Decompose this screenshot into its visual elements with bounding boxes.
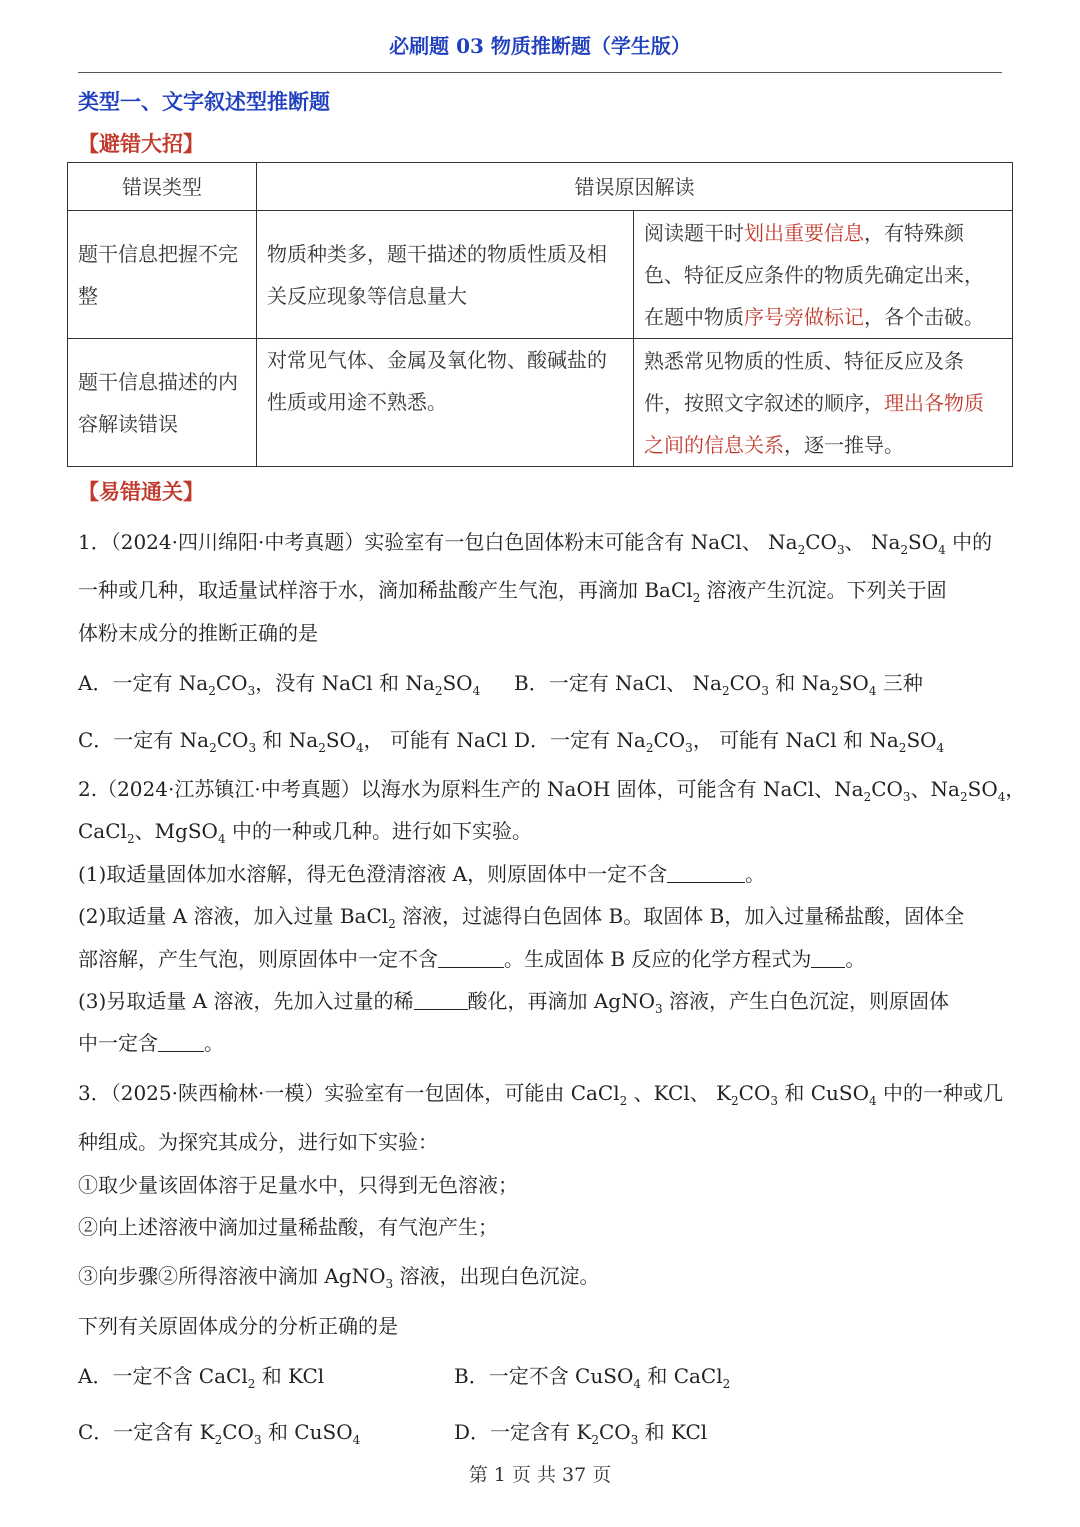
page-number: 第 1 页 共 37 页 [468, 1464, 612, 1486]
q3-step-2: ②向上述溶液中滴加过量稀盐酸，有气泡产生； [78, 1215, 498, 1239]
answer-blank[interactable] [414, 991, 468, 1010]
answer-blank[interactable] [811, 949, 845, 968]
error-reason-cell: 对常见气体、金属及氧化物、酸碱盐的性质或用途不熟悉。 [257, 339, 634, 467]
solution-cell: 熟悉常见物质的性质、特征反应及条件，按照文字叙述的顺序，理出各物质之间的信息关系，逐一推导。 [634, 339, 1013, 467]
q1-line-1: 1．（2024·四川绵阳·中考真题）实验室有一包白色固体粉末可能含有 NaCl、 $Na_2CO_3$、 $Na_2SO_4$ 中的 [78, 530, 993, 557]
answer-blank[interactable] [438, 949, 504, 968]
q2-line-3: (1)取适量固体加水溶解，得无色澄清溶液 A，则原固体中一定不含 。 [78, 862, 766, 886]
solution-cell: 阅读题干时划出重要信息，有特殊颜色、特征反应条件的物质先确定出来，在题中物质序号旁做标记，各个击破。 [634, 211, 1013, 339]
table-row [68, 211, 1013, 339]
table-row [68, 339, 1013, 467]
document-title: 必刷题 03 物质推断题（学生版） [389, 34, 691, 58]
q3-line-1: 3．（2025·陕西榆林·一模）实验室有一包固体，可能由 CaCl$_2$ 、KCl、 $K_2CO_3$ 和 CuSO$_4$ 中的一种或几 [78, 1081, 1004, 1108]
answer-blank[interactable] [158, 1033, 204, 1052]
q3-step-3: ③向步骤②所得溶液中滴加 AgNO$_3$ 溶液，出现白色沉淀。 [78, 1264, 600, 1291]
q1-option-d[interactable]: D．一定有 $Na_2CO_3$， 可能有 NaCl 和 $Na_2SO_4$ [514, 728, 945, 755]
section-title: 类型一、文字叙述型推断题 [78, 89, 330, 114]
error-table [67, 162, 1013, 467]
highlight-text: 序号旁做标记 [744, 304, 864, 329]
q1-option-c[interactable]: C．一定有 $Na_2CO_3$ 和 $Na_2SO_4$， 可能有 NaCl [78, 728, 508, 755]
q1-line-2: 一种或几种，取适量试样溶于水，滴加稀盐酸产生气泡，再滴加 BaCl$_2$ 溶液产生沉淀。下列关于固 [78, 578, 947, 605]
answer-blank[interactable] [667, 864, 745, 883]
error-type-cell: 题干信息描述的内容解读错误 [68, 339, 257, 467]
q2-line-1: 2.（2024·江苏镇江·中考真题）以海水为原料生产的 NaOH 固体，可能含有 NaCl、$Na_2CO_3$、$Na_2SO_4$， [78, 777, 1026, 804]
q1-option-a[interactable]: A．一定有 $Na_2CO_3$，没有 NaCl 和 $Na_2SO_4$ [78, 671, 481, 698]
q1-option-b[interactable]: B．一定有 NaCl、 $Na_2CO_3$ 和 $Na_2SO_4$ 三种 [514, 671, 923, 698]
col-header-reason: 错误原因解读 [257, 163, 1013, 211]
tips-heading: 【避错大招】 [78, 131, 204, 156]
practice-heading: 【易错通关】 [78, 479, 204, 504]
q2-line-7: 中一定含 。 [78, 1031, 224, 1055]
q3-line-3: 下列有关原固体成分的分析正确的是 [78, 1314, 398, 1338]
highlight-text: 划出重要信息 [744, 220, 864, 245]
error-reason-cell: 物质种类多，题干描述的物质性质及相关反应现象等信息量大 [257, 211, 634, 339]
header-divider [78, 72, 1002, 73]
col-header-type: 错误类型 [68, 163, 257, 211]
q3-option-a[interactable]: A．一定不含 CaCl$_2$ 和 KCl [78, 1364, 325, 1391]
q3-option-b[interactable]: B．一定不含 CuSO$_4$ 和 CaCl$_2$ [454, 1364, 731, 1391]
error-type-cell: 题干信息把握不完整 [68, 211, 257, 339]
q1-line-3: 体粉末成分的推断正确的是 [78, 621, 318, 645]
highlight-text: 理出各物质之间的信息关系 [644, 390, 984, 457]
q3-step-1: ①取少量该固体溶于足量水中，只得到无色溶液； [78, 1173, 518, 1197]
q3-option-d[interactable]: D．一定含有 $K_2CO_3$ 和 KCl [454, 1420, 708, 1447]
q3-option-c[interactable]: C．一定含有 $K_2CO_3$ 和 CuSO$_4$ [78, 1420, 361, 1447]
q2-line-5: 部溶解，产生气泡，则原固体中一定不含 。生成固体 B 反应的化学方程式为 。 [78, 947, 866, 971]
q2-line-6: (3)另取适量 A 溶液，先加入过量的稀 酸化，再滴加 AgNO$_3$ 溶液，产生白色沉淀，则原固体 [78, 989, 949, 1016]
q2-line-2: CaCl$_2$、MgSO$_4$ 中的一种或几种。进行如下实验。 [78, 819, 532, 846]
q2-line-4: (2)取适量 A 溶液，加入过量 BaCl$_2$ 溶液，过滤得白色固体 B。取固体 B，加入过量稀盐酸，固体全 [78, 904, 965, 931]
q3-line-2: 种组成。为探究其成分，进行如下实验： [78, 1130, 438, 1154]
